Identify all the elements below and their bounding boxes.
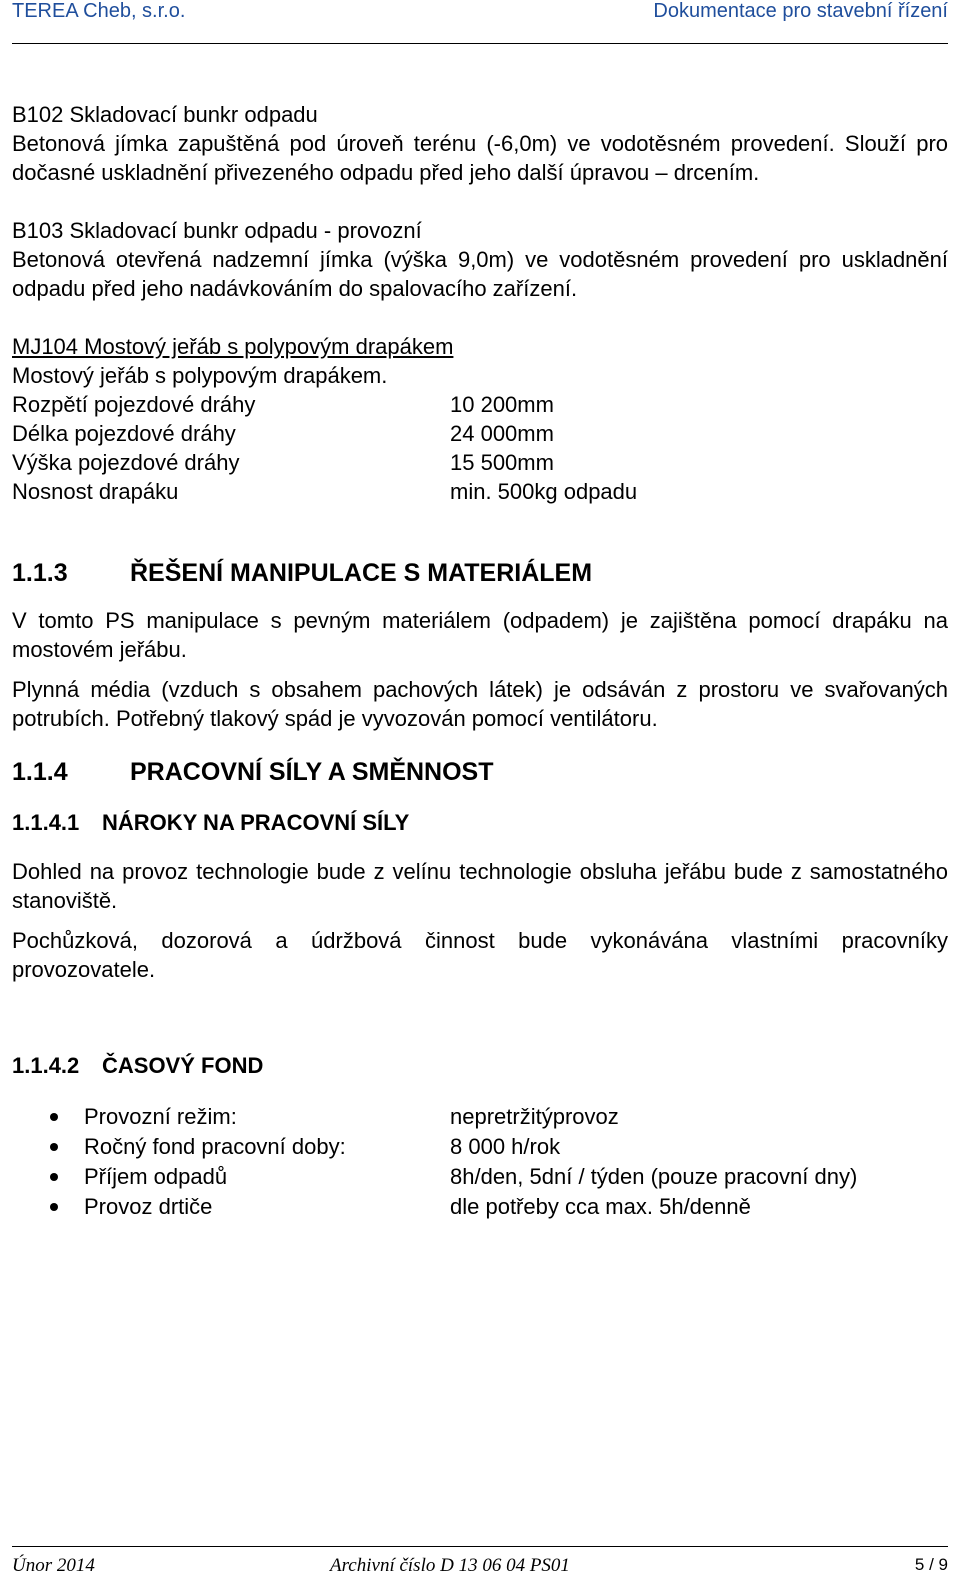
- spec-value: min. 500kg odpadu: [450, 479, 638, 504]
- mj104-title: MJ104 Mostový jeřáb s polypovým drapákem: [12, 334, 454, 359]
- heading-number: 1.1.4: [12, 758, 68, 786]
- list-item: [12, 1102, 948, 1132]
- list-item: [12, 1162, 948, 1192]
- footer-date: Únor 2014: [12, 1555, 95, 1576]
- heading-1-1-3: [12, 558, 948, 588]
- section-b102: [12, 100, 948, 187]
- spec-value: 24 000mm: [450, 421, 554, 446]
- list-item-label: Provoz drtiče: [84, 1194, 213, 1219]
- spec-row: [12, 419, 948, 448]
- time-fund-list: [12, 1102, 948, 1222]
- b102-text: Betonová jímka zapuštěná pod úroveň terénu (-6,0m) ve vodotěsném provedení. Slouží pro dočasné uskladnění přivezeného odpadu před jeho další úpravou – drcením.: [12, 131, 948, 185]
- bullet-icon: [12, 1102, 84, 1132]
- heading-1-1-4-1: [12, 809, 948, 837]
- section-b103: [12, 216, 948, 303]
- heading-number: 1.1.3: [12, 559, 68, 587]
- footer-page-number: 5 / 9: [914, 1555, 948, 1574]
- heading-number: 1.1.4.1: [12, 810, 80, 835]
- list-item: [12, 1132, 948, 1162]
- page-header: [12, 0, 948, 44]
- bullet-icon: [12, 1192, 84, 1222]
- bullet-icon: [12, 1162, 84, 1192]
- heading-number: 1.1.4.2: [12, 1053, 80, 1078]
- spec-label: Nosnost drapáku: [12, 479, 179, 504]
- s113-paragraph-1: V tomto PS manipulace s pevným materiálem (odpadem) je zajištěna pomocí drapáku na mostovém jeřábu.: [12, 608, 948, 662]
- s113-paragraph-2: Plynná média (vzduch s obsahem pachových látek) je odsáván z prostoru ve svařovaných potrubích. Potřebný tlakový spád je vyvozován pomocí ventilátoru.: [12, 677, 948, 731]
- spec-value: 15 500mm: [450, 450, 554, 475]
- page-footer: [12, 1546, 948, 1584]
- document-body: [12, 100, 948, 1222]
- header-company: TEREA Cheb, s.r.o.: [12, 0, 186, 22]
- heading-1-1-4: [12, 757, 948, 787]
- spec-row: [12, 477, 948, 506]
- mj104-text: Mostový jeřáb s polypovým drapákem.: [12, 363, 388, 388]
- b103-text: Betonová otevřená nadzemní jímka (výška 9,0m) ve vodotěsném provedení pro uskladnění odpadu před jeho nadávkováním do spalovacího zařízení.: [12, 247, 948, 301]
- footer-archive-number: Archivní číslo D 13 06 04 PS01: [330, 1555, 570, 1576]
- spec-row: [12, 390, 948, 419]
- b103-title: B103 Skladovací bunkr odpadu - provozní: [12, 218, 422, 243]
- list-item-value: dle potřeby cca max. 5h/denně: [450, 1194, 751, 1219]
- list-item-value: 8h/den, 5dní / týden (pouze pracovní dny): [450, 1164, 858, 1189]
- section-mj104: [12, 332, 948, 506]
- b102-title: B102 Skladovací bunkr odpadu: [12, 102, 318, 127]
- heading-1-1-4-2: [12, 1052, 948, 1080]
- heading-title: ŘEŠENÍ MANIPULACE S MATERIÁLEM: [130, 559, 593, 587]
- bullet-icon: [12, 1132, 84, 1162]
- spec-row: [12, 448, 948, 477]
- s1141-paragraph-2: Pochůzková, dozorová a údržbová činnost bude vykonávána vlastními pracovníky provozovatele.: [12, 928, 948, 982]
- spec-label: Délka pojezdové dráhy: [12, 421, 236, 446]
- list-item-value: 8 000 h/rok: [450, 1134, 561, 1159]
- header-doc-type: Dokumentace pro stavební řízení: [653, 0, 948, 22]
- list-item-label: Ročný fond pracovní doby:: [84, 1134, 346, 1159]
- heading-title: ČASOVÝ FOND: [102, 1053, 264, 1078]
- list-item-label: Příjem odpadů: [84, 1164, 228, 1189]
- spec-value: 10 200mm: [450, 392, 554, 417]
- s1141-paragraph-1: Dohled na provoz technologie bude z velínu technologie obsluha jeřábu bude z samostatného stanoviště.: [12, 859, 948, 913]
- spec-label: Výška pojezdové dráhy: [12, 450, 240, 475]
- list-item-value: nepretržitýprovoz: [450, 1104, 619, 1129]
- list-item-label: Provozní režim:: [84, 1104, 237, 1129]
- list-item: [12, 1192, 948, 1222]
- heading-title: PRACOVNÍ SÍLY A SMĚNNOST: [130, 758, 494, 786]
- spec-label: Rozpětí pojezdové dráhy: [12, 392, 256, 417]
- heading-title: NÁROKY NA PRACOVNÍ SÍLY: [102, 810, 410, 835]
